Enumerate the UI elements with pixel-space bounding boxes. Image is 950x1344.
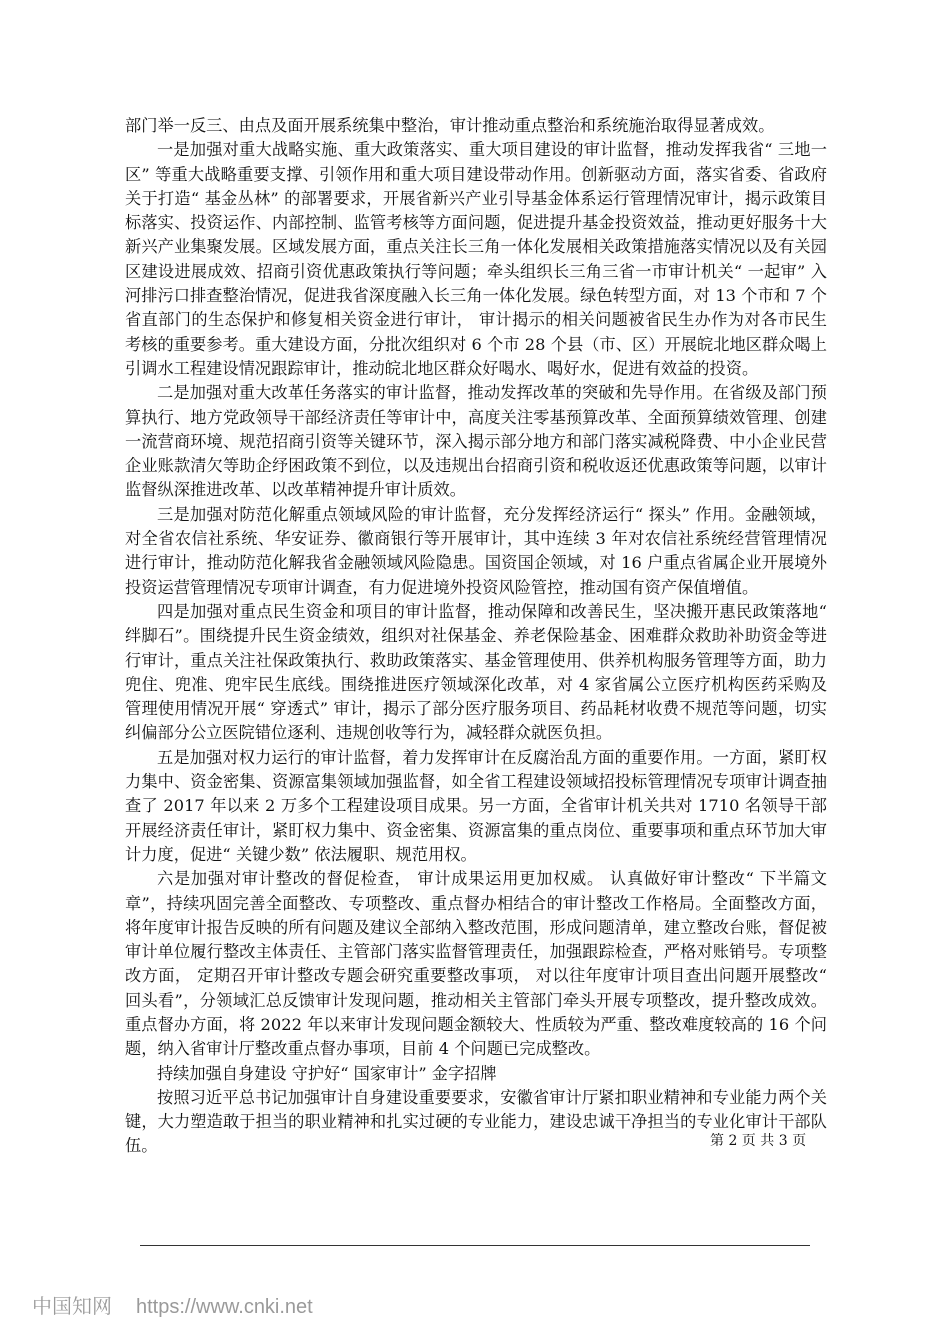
watermark-site-name: 中国知网 [32, 1294, 112, 1318]
page-number: 第 2 页 共 3 页 [710, 1133, 807, 1149]
watermark-url: https://www.cnki.net [136, 1296, 313, 1318]
paragraph-risk-audit: 三是加强对防范化解重点领域风险的审计监督，充分发挥经济运行“ 探头” 作用。金融领域，对全省农信社系统、华安证券、徽商银行等开展审计，其中连续 3 年对农信社系统经营管理情况进行审计，推动防范化解我省金融领域风险隐患。国资国企领域，对 16 户重点省属企业开展境外投资运营管理情况专项审计调查，有力促进境外投资风险管控，推动国有资产保值增值。 [125, 504, 827, 597]
footer-divider [140, 1245, 810, 1246]
section-heading: 持续加强自身建设 守护好“ 国家审计” 金字招牌 [157, 1063, 497, 1083]
paragraph-power-audit: 五是加强对权力运行的审计监督，着力发挥审计在反腐治乱方面的重要作用。一方面，紧盯权力集中、资金密集、资源富集领域加强监督，如全省工程建设领域招投标管理情况专项审计调查抽查了 2017 年以来 2 万多个工程建设项目成果。另一方面，全省审计机关共对 1710 名领导干部开展经济责任审计，紧盯权力集中、资金密集、资源富集的重点岗位、重要事项和重点环节加大审计力度，促进“ 关键少数” 依法履职、规范用权。 [125, 747, 827, 864]
paragraph-strategy-audit: 一是加强对重大战略实施、重大政策落实、重大项目建设的审计监督，推动发挥我省“ 三地一区” 等重大战略重要支撑、引领作用和重大项目建设带动作用。创新驱动方面，落实省委、省政府关于打造“ 基金丛林” 的部署要求，开展省新兴产业引导基金体系运行管理情况审计，揭示政策目标落实、投资运作、内部控制、监管考核等方面问题，促进提升基金投资效益，推动更好服务十大新兴产业集聚发展。区域发展方面，重点关注长三角一体化发展相关政策措施落实情况以及有关园区建设进展成效、招商引资优惠政策执行等问题；牵头组织长三角三省一市审计机关“ 一起审” 入河排污口排查整治情况，促进我省深度融入长三角一体化发展。绿色转型方面，对 13 个市和 7 个省直部门的生态保护和修复相关资金进行审计， 审计揭示的相关问题被省民生办作为对各市民生考核的重要参考。重大建设方面，分批次组织对 6 个市 28 个县（市、区）开展皖北地区群众喝上引调水工程建设情况跟踪审计，推动皖北地区群众好喝水、喝好水，促进有效益的投资。 [125, 140, 827, 378]
cnki-watermark [32, 1294, 313, 1319]
paragraph-livelihood-audit: 四是加强对重点民生资金和项目的审计监督，推动保障和改善民生，坚决搬开惠民政策落地“ 绊脚石”。围绕提升民生资金绩效，组织对社保基金、养老保险基金、困难群众救助补助资金等进行审计，重点关注社保政策执行、救助政策落实、基金管理使用、供养机构服务管理等方面，助力兜住、兜准、兜牢民生底线。围绕推进医疗领域深化改革，对 4 家省属公立医疗机构医药采购及管理使用情况开展“ 穿透式” 审计，揭示了部分医疗服务项目、药品耗材收费不规范等问题，切实纠偏部分公立医院错位逐利、违规创收等行为，减轻群众就医负担。 [125, 601, 827, 743]
paragraph-continuation: 部门举一反三、由点及面开展系统集中整治，审计推动重点整治和系统施治取得显著成效。 [125, 116, 775, 135]
paragraph-reform-audit: 二是加强对重大改革任务落实的审计监督，推动发挥改革的突破和先导作用。在省级及部门预算执行、地方党政领导干部经济责任等审计中，高度关注零基预算改革、全面预算绩效管理、创建一流营商环境、规范招商引资等关键环节，深入揭示部分地方和部门落实减税降费、中小企业民营企业账款清欠等助企纾困政策不到位，以及违规出台招商引资和税收返还优惠政策等问题，以审计监督纵深推进改革、以改革精神提升审计质效。 [125, 383, 827, 500]
document-body [125, 114, 827, 1159]
paragraph-rectification-audit: 六是加强对审计整改的督促检查， 审计成果运用更加权威。 认真做好审计整改“ 下半篇文章”，持续巩固完善全面整改、专项整改、重点督办相结合的审计整改工作格局。全面整改方面，将年度审计报告反映的所有问题及建议全部纳入整改范围，形成问题清单，建立整改台账，督促被审计单位履行整改主体责任、主管部门落实监督管理责任，加强跟踪检查，严格对账销号。专项整改方面， 定期召开审计整改专题会研究重要整改事项， 对以往年度审计项目查出问题开展整改“ 回头看”，分领域汇总反馈审计发现问题，推动相关主管部门牵头开展专项整改，提升整改成效。重点督办方面，将 2022 年以来审计发现问题金额较大、性质较为严重、整改难度较高的 16 个问题，纳入省审计厅整改重点督办事项，目前 4 个问题已完成整改。 [125, 869, 827, 1059]
paragraph-self-building: 按照习近平总书记加强审计自身建设重要要求，安徽省审计厅紧扣职业精神和专业能力两个关键，大力塑造敢于担当的职业精神和扎实过硬的专业能力，建设忠诚干净担当的专业化审计干部队伍。 [125, 1087, 827, 1156]
